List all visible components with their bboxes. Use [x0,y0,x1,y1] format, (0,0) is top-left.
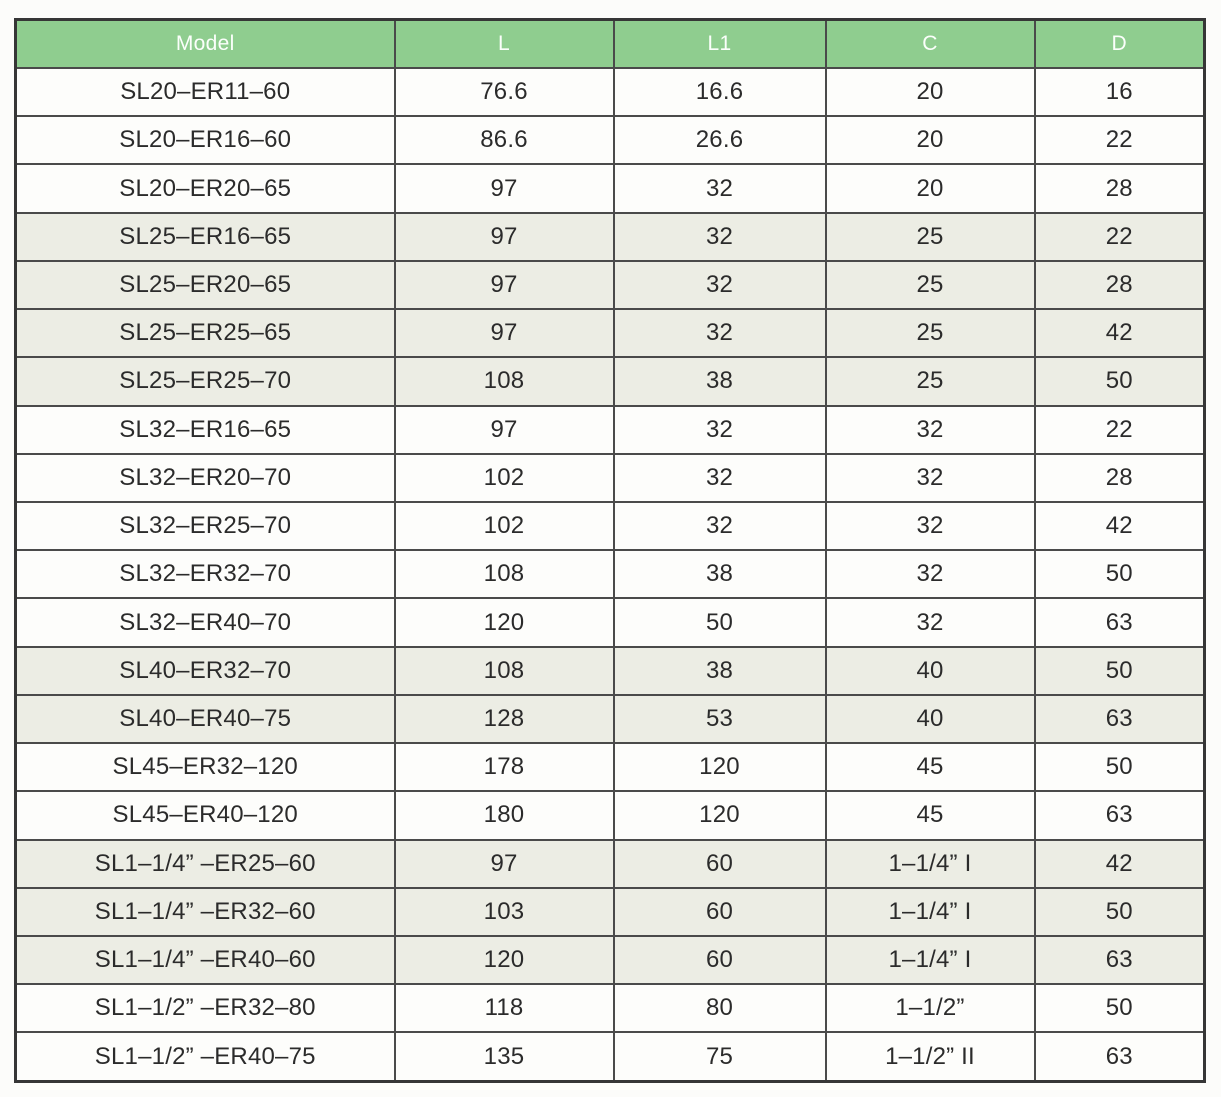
table-row [16,695,1205,743]
cell-model: SL45–ER40–120 [16,791,395,839]
cell-d: 50 [1035,357,1205,405]
table-row [16,984,1205,1032]
cell-model: SL25–ER16–65 [16,213,395,261]
cell-d: 50 [1035,550,1205,598]
cell-l1: 32 [614,502,826,550]
cell-c: 32 [826,598,1035,646]
table-row [16,68,1205,116]
cell-c: 32 [826,406,1035,454]
cell-model: SL32–ER32–70 [16,550,395,598]
cell-l1: 38 [614,357,826,405]
cell-c: 1–1/2” II [826,1032,1035,1081]
cell-l: 97 [395,261,614,309]
cell-l1: 38 [614,647,826,695]
cell-d: 50 [1035,647,1205,695]
cell-c: 1–1/2” [826,984,1035,1032]
cell-l1: 53 [614,695,826,743]
cell-l1: 16.6 [614,68,826,116]
cell-l1: 32 [614,164,826,212]
cell-l: 108 [395,647,614,695]
cell-d: 63 [1035,936,1205,984]
column-header-l1: L1 [614,20,826,69]
table-row [16,309,1205,357]
table-row [16,936,1205,984]
cell-c: 1–1/4” I [826,888,1035,936]
cell-d: 28 [1035,454,1205,502]
cell-l: 108 [395,357,614,405]
cell-l: 135 [395,1032,614,1081]
cell-l: 97 [395,213,614,261]
cell-l1: 80 [614,984,826,1032]
cell-l1: 32 [614,309,826,357]
cell-model: SL32–ER25–70 [16,502,395,550]
cell-d: 42 [1035,840,1205,888]
cell-c: 32 [826,502,1035,550]
cell-d: 63 [1035,791,1205,839]
cell-l1: 60 [614,840,826,888]
cell-model: SL45–ER32–120 [16,743,395,791]
cell-c: 45 [826,743,1035,791]
cell-d: 42 [1035,502,1205,550]
cell-model: SL25–ER25–70 [16,357,395,405]
table-row [16,406,1205,454]
cell-c: 40 [826,695,1035,743]
cell-d: 50 [1035,743,1205,791]
column-header-model: Model [16,20,395,69]
cell-l1: 120 [614,743,826,791]
cell-model: SL32–ER16–65 [16,406,395,454]
cell-l: 97 [395,840,614,888]
cell-model: SL1–1/4” –ER32–60 [16,888,395,936]
cell-d: 28 [1035,164,1205,212]
table-row [16,888,1205,936]
cell-c: 20 [826,164,1035,212]
table-row [16,1032,1205,1081]
cell-model: SL1–1/4” –ER25–60 [16,840,395,888]
cell-model: SL1–1/4” –ER40–60 [16,936,395,984]
table-row [16,550,1205,598]
cell-model: SL25–ER25–65 [16,309,395,357]
cell-l: 180 [395,791,614,839]
table-row [16,791,1205,839]
cell-c: 1–1/4” I [826,840,1035,888]
table-row [16,743,1205,791]
cell-c: 25 [826,261,1035,309]
cell-d: 16 [1035,68,1205,116]
column-header-c: C [826,20,1035,69]
table-row [16,454,1205,502]
table-row [16,116,1205,164]
table-row [16,840,1205,888]
cell-l: 102 [395,454,614,502]
cell-d: 63 [1035,598,1205,646]
cell-c: 25 [826,213,1035,261]
cell-l1: 60 [614,936,826,984]
spec-table-container [14,18,1206,1083]
cell-d: 50 [1035,888,1205,936]
table-row [16,357,1205,405]
cell-l1: 75 [614,1032,826,1081]
cell-model: SL1–1/2” –ER32–80 [16,984,395,1032]
cell-c: 32 [826,454,1035,502]
cell-d: 22 [1035,406,1205,454]
column-header-l: L [395,20,614,69]
cell-l: 118 [395,984,614,1032]
cell-l: 102 [395,502,614,550]
cell-c: 1–1/4” I [826,936,1035,984]
cell-l1: 120 [614,791,826,839]
cell-model: SL40–ER40–75 [16,695,395,743]
table-row [16,647,1205,695]
cell-d: 63 [1035,695,1205,743]
cell-l: 120 [395,936,614,984]
cell-d: 28 [1035,261,1205,309]
header-row [16,20,1205,69]
cell-c: 20 [826,116,1035,164]
cell-d: 22 [1035,116,1205,164]
cell-l1: 32 [614,213,826,261]
cell-l: 103 [395,888,614,936]
cell-model: SL1–1/2” –ER40–75 [16,1032,395,1081]
cell-l: 76.6 [395,68,614,116]
cell-model: SL20–ER16–60 [16,116,395,164]
cell-c: 25 [826,309,1035,357]
cell-model: SL25–ER20–65 [16,261,395,309]
cell-model: SL40–ER32–70 [16,647,395,695]
cell-l: 178 [395,743,614,791]
cell-c: 32 [826,550,1035,598]
cell-l1: 50 [614,598,826,646]
table-body [16,68,1205,1082]
cell-l: 108 [395,550,614,598]
cell-l1: 32 [614,261,826,309]
table-row [16,213,1205,261]
cell-l: 120 [395,598,614,646]
table-row [16,502,1205,550]
cell-l: 86.6 [395,116,614,164]
cell-l1: 60 [614,888,826,936]
cell-model: SL20–ER11–60 [16,68,395,116]
cell-d: 50 [1035,984,1205,1032]
cell-c: 45 [826,791,1035,839]
cell-model: SL32–ER40–70 [16,598,395,646]
table-row [16,261,1205,309]
cell-d: 22 [1035,213,1205,261]
cell-l: 97 [395,309,614,357]
cell-model: SL32–ER20–70 [16,454,395,502]
spec-table [14,18,1206,1083]
cell-c: 40 [826,647,1035,695]
table-row [16,164,1205,212]
cell-c: 25 [826,357,1035,405]
cell-l1: 26.6 [614,116,826,164]
cell-l: 128 [395,695,614,743]
cell-d: 63 [1035,1032,1205,1081]
cell-l: 97 [395,406,614,454]
cell-l: 97 [395,164,614,212]
cell-l1: 38 [614,550,826,598]
cell-l1: 32 [614,406,826,454]
table-row [16,598,1205,646]
cell-l1: 32 [614,454,826,502]
cell-model: SL20–ER20–65 [16,164,395,212]
cell-c: 20 [826,68,1035,116]
cell-d: 42 [1035,309,1205,357]
column-header-d: D [1035,20,1205,69]
